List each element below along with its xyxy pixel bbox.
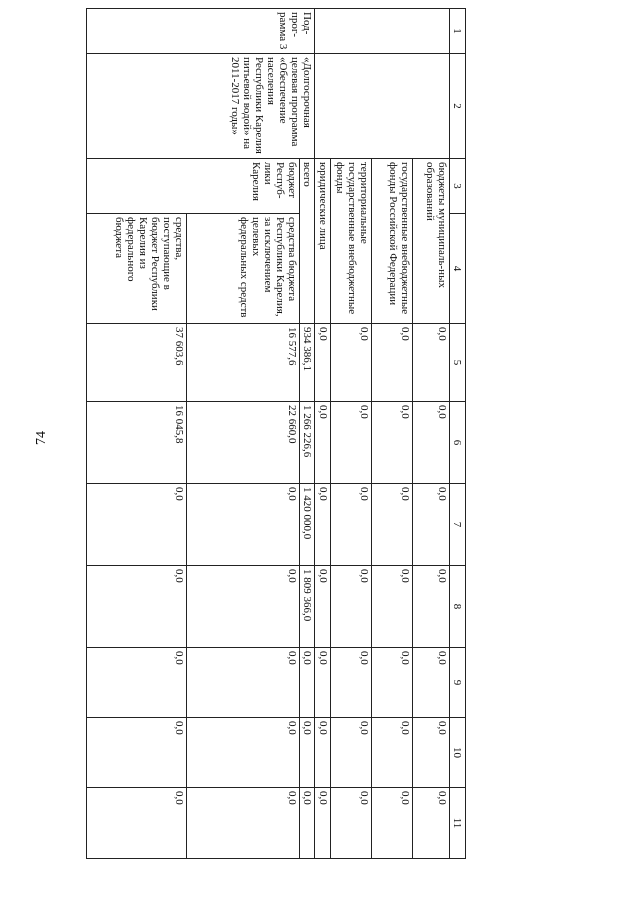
header-cell: 8: [449, 566, 465, 648]
value-cell: 0,0: [330, 566, 371, 648]
value-cell: 0,0: [412, 648, 449, 718]
value-cell: 0,0: [371, 788, 412, 859]
value-cell: 0,0: [330, 484, 371, 566]
value-cell: 0,0: [300, 718, 315, 788]
value-cell: 16 045,8: [87, 402, 187, 484]
value-cell: 0,0: [330, 324, 371, 402]
value-cell: 0,0: [330, 788, 371, 859]
row-label: бюджеты муниципаль-ных образований: [412, 159, 449, 324]
empty-cell: [315, 9, 449, 54]
subprogram-code: Под-прог-рамма 3: [87, 9, 315, 54]
row-label: средства, поступающие в бюджет Республики Карелия из федерального бюджета: [87, 214, 187, 324]
total-label: всего: [300, 159, 315, 324]
value-cell: 0,0: [87, 788, 187, 859]
value-cell: 0,0: [371, 566, 412, 648]
value-cell: 0,0: [300, 648, 315, 718]
value-cell: 0,0: [371, 484, 412, 566]
header-cell: 10: [449, 718, 465, 788]
row-label: юридические лица: [315, 159, 330, 324]
row-label: государственные внебюджетные фонды Российской Федерации: [371, 159, 412, 324]
row-label: средства бюджета Республики Карелия, за исключением целевых федеральных средств: [187, 214, 300, 324]
funding-table: [86, 8, 466, 859]
subprogram-name: «Долгосрочная целевая программа «Обеспечение населения Республики Карелия питьевой водой» на 2011-2017 годы»: [87, 54, 315, 159]
value-cell: 0,0: [87, 484, 187, 566]
empty-cell: [315, 54, 449, 159]
value-cell: 0,0: [187, 648, 300, 718]
value-cell: 0,0: [412, 324, 449, 402]
value-cell: 0,0: [187, 788, 300, 859]
value-cell: 0,0: [315, 718, 330, 788]
header-cell: 2: [449, 54, 465, 159]
value-cell: 0,0: [87, 566, 187, 648]
header-cell: 11: [449, 788, 465, 859]
value-cell: 0,0: [412, 566, 449, 648]
table-row: [300, 9, 315, 859]
value-cell: 0,0: [300, 788, 315, 859]
value-cell: 0,0: [371, 402, 412, 484]
value-cell: 0,0: [315, 484, 330, 566]
value-cell: 1 420 000,0: [300, 484, 315, 566]
value-cell: 0,0: [371, 718, 412, 788]
value-cell: 1 809 366,0: [300, 566, 315, 648]
value-cell: 16 577,6: [187, 324, 300, 402]
value-cell: 22 660,0: [187, 402, 300, 484]
header-cell: 1: [449, 9, 465, 54]
value-cell: 0,0: [412, 788, 449, 859]
value-cell: 0,0: [371, 324, 412, 402]
value-cell: 0,0: [330, 718, 371, 788]
header-cell: 9: [449, 648, 465, 718]
header-cell: 5: [449, 324, 465, 402]
value-cell: 0,0: [315, 788, 330, 859]
value-cell: 0,0: [87, 648, 187, 718]
value-cell: 0,0: [371, 648, 412, 718]
header-row: [449, 9, 465, 859]
value-cell: 0,0: [315, 402, 330, 484]
value-cell: 0,0: [315, 566, 330, 648]
value-cell: 0,0: [412, 484, 449, 566]
value-cell: 0,0: [187, 566, 300, 648]
value-cell: 0,0: [412, 718, 449, 788]
header-cell: 3: [449, 159, 465, 214]
budget-label: бюджет Респуб-лики Карелия: [87, 159, 300, 214]
rotated-table-wrapper: [86, 8, 466, 858]
value-cell: 0,0: [330, 402, 371, 484]
value-cell: 934 386,1: [300, 324, 315, 402]
header-cell: 6: [449, 402, 465, 484]
header-cell: 7: [449, 484, 465, 566]
header-cell: 4: [449, 214, 465, 324]
value-cell: 1 266 226,6: [300, 402, 315, 484]
value-cell: 37 603,6: [87, 324, 187, 402]
value-cell: 0,0: [87, 718, 187, 788]
page-number: 74: [34, 431, 49, 445]
table-row: [412, 9, 449, 859]
value-cell: 0,0: [330, 648, 371, 718]
value-cell: 0,0: [315, 648, 330, 718]
row-label: территориальные государственные внебюджетные фонды: [330, 159, 371, 324]
value-cell: 0,0: [315, 324, 330, 402]
value-cell: 0,0: [412, 402, 449, 484]
value-cell: 0,0: [187, 484, 300, 566]
value-cell: 0,0: [187, 718, 300, 788]
